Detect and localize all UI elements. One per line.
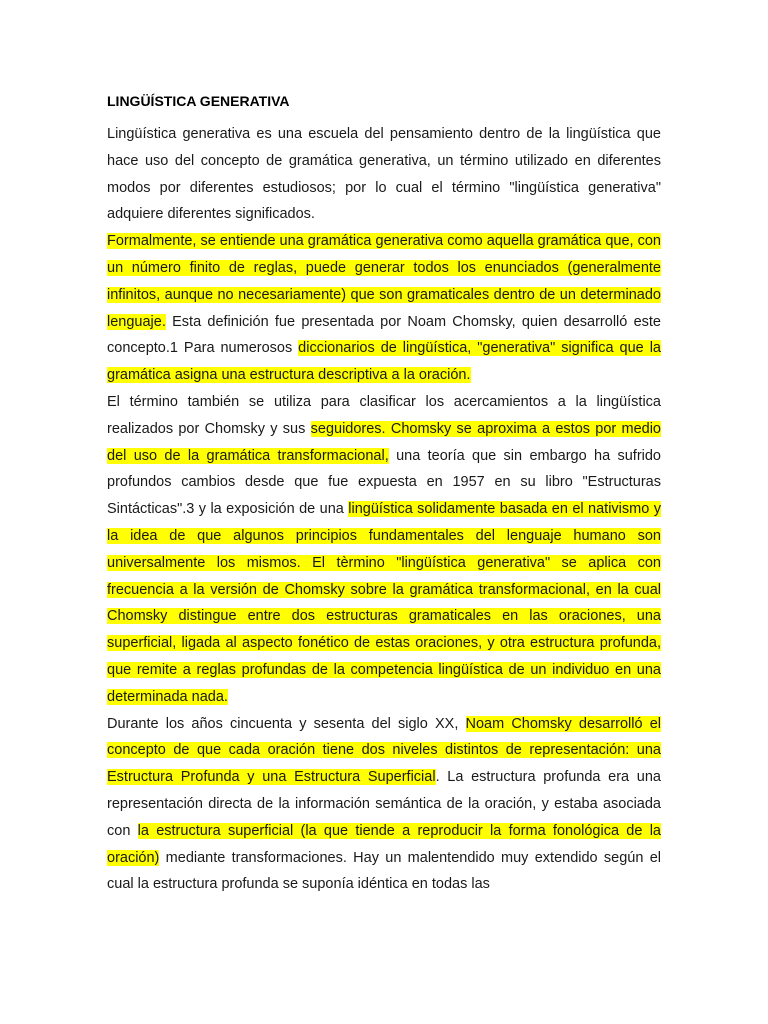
- text-run: El término también se utiliza para clasificar los acercamientos a la lingüística realizados por Chomsky y sus: [107, 393, 661, 437]
- paragraph: [107, 228, 661, 389]
- highlighted-text: la estructura superficial (la que tiende a reproducir la forma fonológica de la oración): [107, 822, 661, 866]
- text-run: mediante transformaciones. Hay un malentendido muy extendido según el cual la estructura profunda se suponía idéntica en todas las: [107, 849, 661, 893]
- highlighted-text: Formalmente, se entiende una gramática generativa como aquella gramática que, con un número finito de reglas, puede generar todos los enunciados (generalmente infinitos, aunque no necesariamente) que son gramaticales dentro de un determinado lenguaje.: [107, 233, 661, 330]
- highlighted-text: Noam Chomsky desarrolló el concepto de que cada oración tiene dos niveles distintos de representación: una Estructura Profunda y una Estructura Superficial: [107, 715, 661, 786]
- highlighted-text: seguidores. Chomsky se aproxima a estos por medio del uso de la gramática transformacional,: [107, 420, 661, 464]
- text-run: Esta definición fue presentada por Noam Chomsky, quien desarrolló este concepto.1 Para numerosos: [107, 313, 661, 357]
- text-run: una teoría que sin embargo ha sufrido profundos cambios desde que fue expuesta en 1957 en su libro "Estructuras Sintácticas".3 y la exposición de una: [107, 447, 661, 518]
- highlighted-text: diccionarios de lingüística, "generativa" significa que la gramática asigna una estructura descriptiva a la oración.: [107, 340, 661, 384]
- text-run: Lingüística generativa es una escuela del pensamiento dentro de la lingüística que hace uso del concepto de gramática generativa, un término utilizado en diferentes modos por diferentes estudiosos; por lo cual el término "lingüística generativa" adquiere diferentes significados.: [107, 126, 661, 223]
- paragraph: [107, 711, 661, 899]
- paragraph: [107, 389, 661, 711]
- document-body: [107, 121, 661, 898]
- text-run: . La estructura profunda era una representación directa de la información semántica de la oración, y estaba asociada con: [107, 769, 661, 839]
- text-run: Durante los años cincuenta y sesenta del siglo XX,: [107, 715, 466, 732]
- document-title: LINGÜÍSTICA GENERATIVA: [107, 93, 290, 109]
- paragraph: [107, 121, 661, 228]
- highlighted-text: lingüística solidamente basada en el nativismo y la idea de que algunos principios fundamentales del lenguaje humano son universalmente los mismos. El tèrmino "lingüística generativa" se aplica con frecuencia a la versión de Chomsky sobre la gramática transformacional, en la cual Chomsky distingue entre dos estructuras gramaticales en las oraciones, una superficial, ligada al aspecto fonético de estas oraciones, y otra estructura profunda, que remite a reglas profundas de la competencia lingüística de un individuo en una determinada nada.: [107, 501, 661, 705]
